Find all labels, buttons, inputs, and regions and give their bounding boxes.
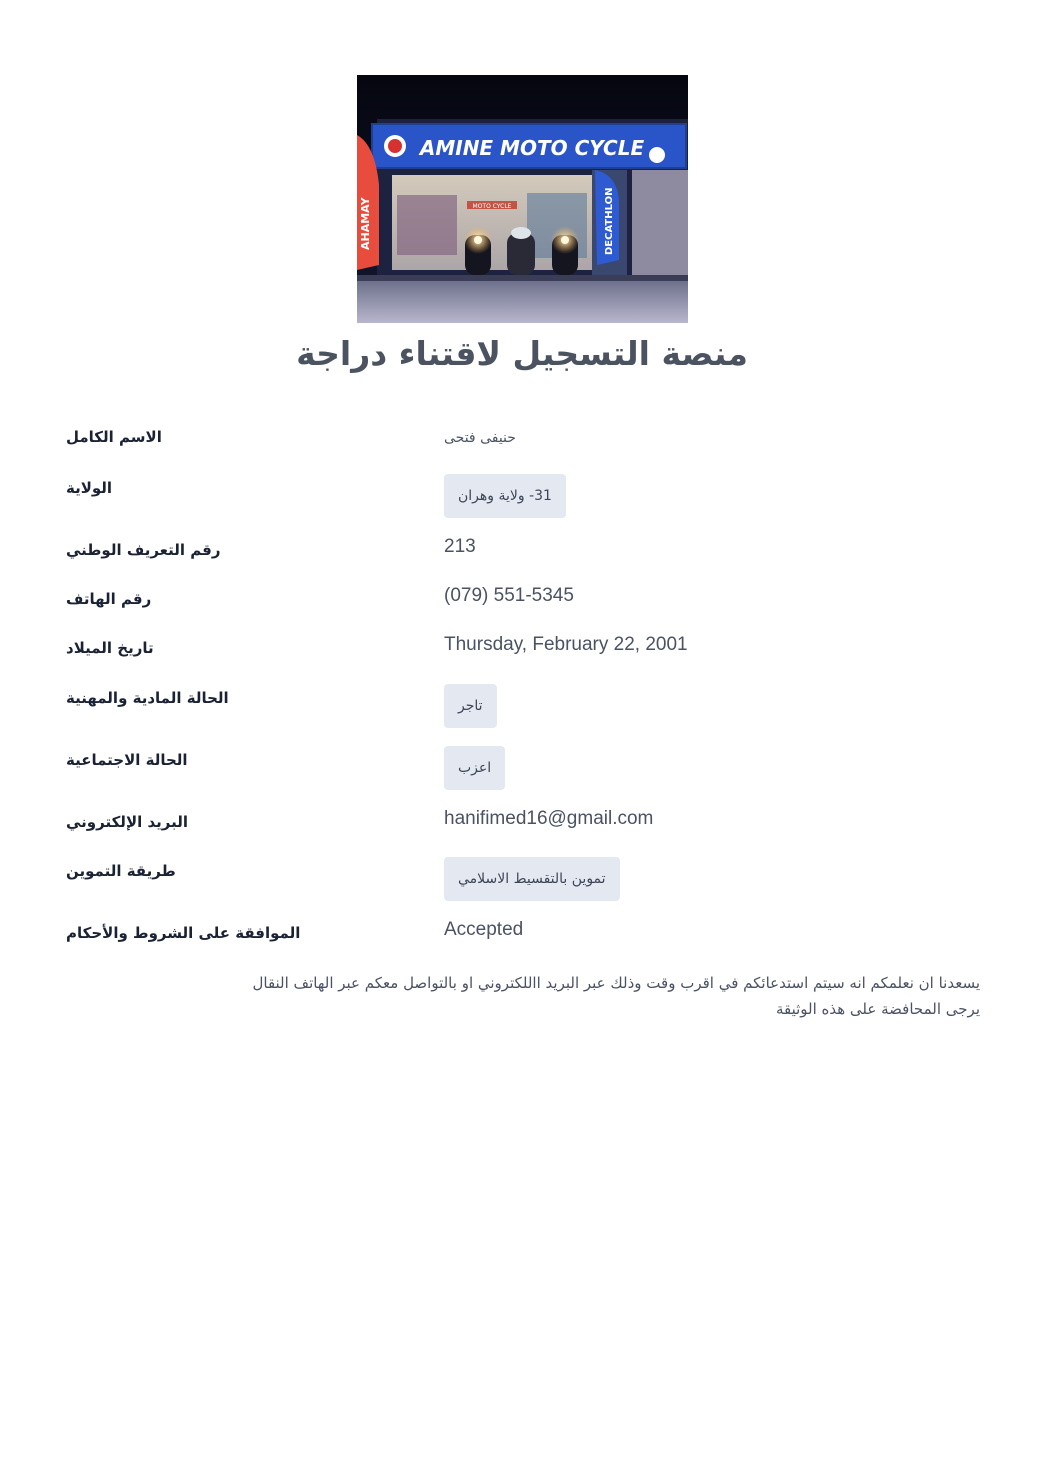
terms-value: Accepted [444, 919, 524, 940]
birth-date-label: تاريخ الميلاد [66, 639, 154, 657]
banner-sign-text: AMINE MOTO CYCLE [419, 136, 645, 160]
note-line-2: يرجى المحافضة على هذه الوثيقة [775, 1000, 980, 1018]
full-name-label: الاسم الكامل [66, 428, 162, 446]
financial-status-label: الحالة المادية والمهنية [66, 689, 229, 707]
full-name-value: حنيفى فتحى [444, 430, 516, 446]
national-id-label: رقم التعريف الوطني [66, 541, 221, 559]
page-title: منصة التسجيل لاقتناء دراجة [296, 334, 748, 373]
phone-value: (079) 551-5345 [444, 585, 574, 606]
right-flag-text: DECATHLON [604, 187, 615, 255]
national-id-value: 213 [444, 536, 476, 557]
confirmation-note [100, 970, 980, 1022]
wilaya-badge: 31- ولاية وهران [444, 474, 566, 518]
left-flag-text: AHAMAY [359, 197, 372, 250]
motorcycle-3 [551, 226, 579, 275]
financial-status-badge: تاجر [444, 684, 497, 728]
phone-label: رقم الهاتف [66, 590, 152, 608]
store-banner-image [357, 75, 688, 323]
financing-label: طريقة التموين [66, 862, 176, 880]
financing-badge: تموين بالتقسيط الاسلامي [444, 857, 620, 901]
birth-date-value: Thursday, February 22, 2001 [444, 634, 688, 655]
motorcycle-1 [464, 226, 492, 275]
terms-label: الموافقة على الشروط والأحكام [66, 924, 301, 942]
email-value: hanifimed16@gmail.com [444, 808, 654, 829]
marital-status-badge: اعزب [444, 746, 505, 790]
email-label: البريد الإلكتروني [66, 813, 188, 831]
marital-status-label: الحالة الاجتماعية [66, 751, 188, 769]
wilaya-label: الولاية [66, 479, 113, 497]
inner-sign-text: MOTO CYCLE [472, 203, 512, 210]
note-line-1: يسعدنا ان نعلمكم انه سيتم استدعائكم في اقرب وقت وذلك عبر البريد االلكتروني او بالتواصل معكم عبر الهاتف النقال [252, 974, 980, 992]
